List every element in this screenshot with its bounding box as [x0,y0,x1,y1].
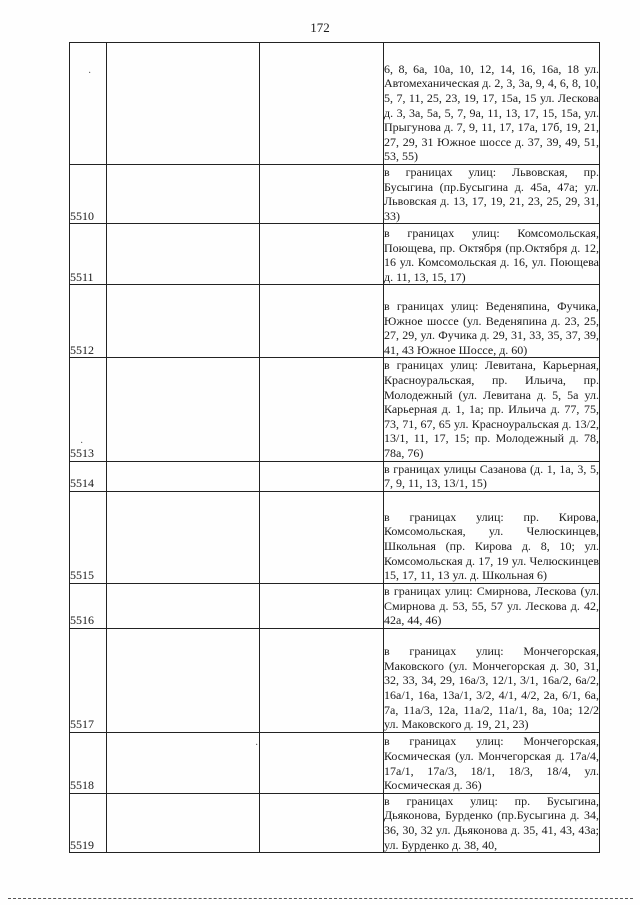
district-boundary-description [384,224,600,285]
table-row [70,583,600,628]
district-number: 5511 [70,224,107,285]
boundary-text: в границах улиц: Веденяпина, Фучика, Южное шоссе (ул. Веденяпина д. 23, 25, 27, 29, ул. Фучика д. 29, 31, 33, 35, 37, 39, 41, 43 Южное Шоссе, д. 60) [384,299,599,357]
empty-cell [107,461,260,491]
district-boundary-description [384,793,600,852]
empty-cell [260,165,384,224]
district-number: 5515 [70,491,107,583]
district-boundary-description [384,43,600,165]
empty-cell [260,461,384,491]
boundary-text: в границах улиц: Левитана, Карьерная, Красноуральская, пр. Ильича, пр. Молодежный (ул. Левитана д. 5, 5а ул. Карьерная д. 1, 1а; пр. Ильича д. 77, 75, 73, 71, 67, 65 ул. Красноуральская д. 13/2, 13/1, 11, 17, 15; пр. Молодежный д. 78, 78а, 76) [384,358,599,460]
boundary-text: 6, 8, 6а, 10а, 10, 12, 14, 16, 16а, 18 ул. Автомеханическая д. 2, 3, 3а, 9, 4, 6, 8, 10, 5, 7, 11, 25, 23, 19, 17, 15а, 15 ул. Лескова д. 3, 3а, 5а, 5, 7, 9а, 11, 13, 17, 15, 15а, ул. Прыгунова д. 7, 9, 11, 17, 17а, 17б, 19, 21, 27, 29, 31 Южное шоссе д. 37, 39, 49, 51, 53, 55) [384,61,599,164]
empty-cell [260,285,384,358]
district-number: 5512 [70,285,107,358]
empty-cell [107,491,260,583]
boundary-text: в границах улиц: Львовская, пр. Бусыгина (пр.Бусыгина д. 45а, 47а; ул. Львовская д. 13, 17, 19, 21, 23, 25, 29, 31, 33) [384,165,599,223]
empty-cell [260,732,384,793]
table-row [70,793,600,852]
boundary-text: в границах улиц: Комсомольская, Поющева, пр. Октября (пр.Октября д. 12, 16 ул. Комсомольская д. 16, ул. Поющева д. 11, 13, 15, 17) [384,226,599,284]
empty-cell [107,165,260,224]
boundary-text: в границах улиц: Смирнова, Лескова (ул. Смирнова д. 53, 55, 57 ул. Лескова д. 42, 42а, 44, 46) [384,583,599,628]
district-table [69,42,600,853]
footer-line [8,898,633,899]
district-number: 5513 [70,358,107,461]
district-number: 5510 [70,165,107,224]
district-number: 5514 [70,461,107,491]
table-row [70,43,600,165]
table-row [70,628,600,732]
district-number: 5518 [70,732,107,793]
district-boundary-description [384,491,600,583]
district-number [70,43,107,165]
district-boundary-description [384,583,600,628]
empty-cell [107,43,260,165]
empty-cell [260,224,384,285]
boundary-text: в границах улиц: Мончегорская, Космическая (ул. Мончегорская д. 17а/4, 17а/1, 17а/3, 18/1, 18/3, 18/4, ул. Космическая д. 36) [384,734,599,793]
district-number: 5516 [70,583,107,628]
empty-cell [107,732,260,793]
empty-cell [260,358,384,461]
empty-cell [107,583,260,628]
empty-cell [260,628,384,732]
table-row [70,491,600,583]
page-number: 172 [310,20,330,35]
district-boundary-description [384,732,600,793]
empty-cell [107,628,260,732]
table-row [70,165,600,224]
district-boundary-description [384,165,600,224]
empty-cell [260,43,384,165]
empty-cell [260,793,384,852]
district-boundary-description [384,285,600,358]
table-row [70,358,600,461]
district-boundary-description [384,461,600,491]
boundary-text: в границах улиц: Мончегорская, Маковского (ул. Мончегорская д. 30, 31, 32, 33, 34, 29, 16а/3, 12/1, 3/1, 16а/2, 6а/2, 16а/1, 16а, 13а/1, 3/2, 4/1, 4/2, 2а, 6/1, 6а, 7а, 11а/3, 12а, 11а/2, 11а/1, 8а, 10а; 12/2 ул. Маковского д. 19, 21, 23) [384,644,599,732]
table-row [70,732,600,793]
table-row [70,285,600,358]
scan-mark: · [255,740,259,751]
district-boundary-description [384,358,600,461]
scan-mark: · [80,438,84,449]
empty-cell [107,793,260,852]
district-number: 5519 [70,793,107,852]
empty-cell [260,491,384,583]
district-boundary-description [384,628,600,732]
empty-cell [260,583,384,628]
table-row [70,461,600,491]
scan-mark: · [88,68,92,79]
district-number: 5517 [70,628,107,732]
empty-cell [107,285,260,358]
boundary-text: в границах улиц: пр. Кирова, Комсомольская, ул. Челюскинцев, Школьная (пр. Кирова д. 8, 10; ул. Комсомольская д. 17, 19 ул. Челюскинцев 15, 17, 11, 13 ул. д. Школьная 6) [384,509,599,583]
boundary-text: в границах улицы Сазанова (д. 1, 1а, 3, 5, 7, 9, 11, 13, 13/1, 15) [384,461,599,491]
boundary-text: в границах улиц: пр. Бусыгина, Дьяконова, Бурденко (пр.Бусыгина д. 34, 36, 30, 32 ул. Дьяконова д. 35, 41, 43, 43а; ул. Бурденко д. 38, 40, [384,793,599,852]
empty-cell [107,358,260,461]
empty-cell [107,224,260,285]
table-row [70,224,600,285]
